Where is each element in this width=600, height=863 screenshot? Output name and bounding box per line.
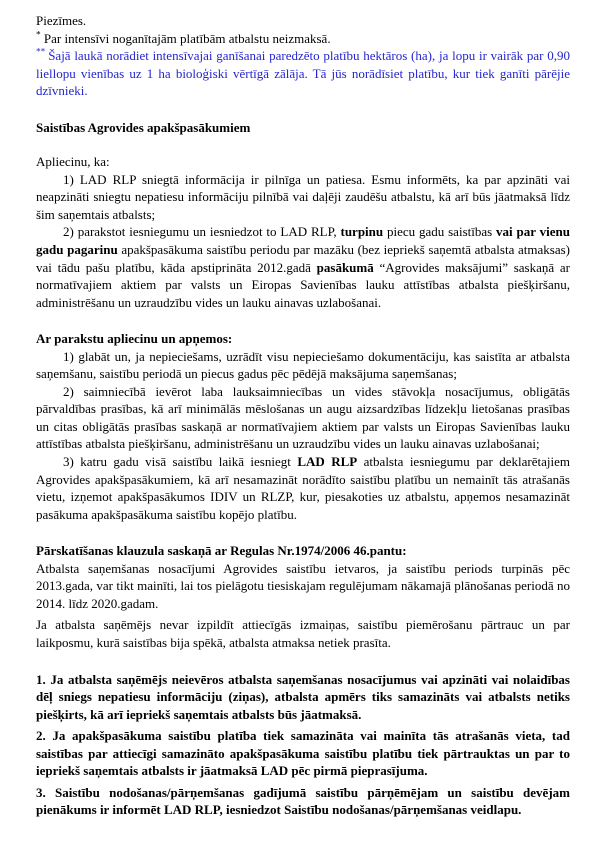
section-heading-signature-commitments: Ar parakstu apliecinu un apņemos: — [36, 331, 233, 347]
text-segment: turpinu — [340, 224, 384, 240]
text-segment: apakšpasākuma saistību periodu par mazāku (bez iepriekš saņemtā atbalsta atmaksas) vai tādu pašu platību, kāda apstiprināta 2012.gadā — [36, 242, 570, 275]
text-segment: 3) katru gadu visā saistību laikā iesniegt — [63, 454, 298, 470]
footnote-2 — [36, 47, 570, 100]
text-segment: piecu gadu saistības — [383, 224, 497, 240]
text-segment: Par intensīvi noganītajām platībām atbalstu neizmaksā. — [40, 30, 331, 46]
review-paragraph-1: Atbalsta saņemšanas nosacījumi Agrovides saistību ietvaros, ja saistību periods turpinās pēc 2013.gada, var tikt mainīti, lai tos pielāgotu tiesiskajam regulējumam nākamajā plānošanas periodā no 2014. līdz 2020.gadam. — [36, 560, 570, 611]
text-segment: ** — [36, 47, 49, 58]
warning-paragraph-1: 1. Ja atbalsta saņēmējs neievēros atbalsta saņemšanas nosacījumus vai apzināti vai nolaidības dēļ sniegs nepatiesu informāciju (ziņas), atbalsta apmērs tiks samazināts vai atbalsts netiks piešķirts, kā arī iepriekš saņemtais atbalsts būs jāatmaksā. — [36, 671, 570, 722]
text-segment: pasākumā — [316, 259, 374, 275]
text-segment: vai par vienu gadu pagarinu — [36, 224, 570, 258]
review-paragraph-2: Ja atbalsta saņēmējs nevar izpildīt attiecīgās izmaiņas, saistību piemērošanu pārtrauc un par laikposmu, kurā saistības bija spēkā, atbalsta atmaksa netiek prasīta. — [36, 617, 570, 650]
text-segment: 2) parakstot iesniegumu un iesniedzot to LAD RLP, — [63, 224, 341, 240]
text-segment: LAD RLP — [297, 454, 358, 470]
confirm-item-1: 1) LAD RLP sniegtā informācija ir pilnīga un patiesa. Esmu informēts, ka par apzināti vai neapzināti sniegtu nepatiesu informāciju pilnībā vai daļēji zaudēšu atbalstu, kā arī būs jāatmaksā līdz šim saņemtais atbalsts; — [36, 171, 570, 222]
text-segment: atbalsta iesniegumu par deklarētajiem Agrovides apakšpasākumiem, kā arī nesamazināt norādīto saistību platību un nemainīt tās atrašanās vietu, izņemot apakšpasākumos IDIV un RLZP, kur, piesakoties uz atbalstu, apņemos nesamazināt pasākuma apakšpasākuma saistību kopējo platību. — [36, 454, 570, 522]
confirm-intro: Apliecinu, ka: — [36, 154, 110, 170]
notes-title: Piezīmes. — [36, 13, 87, 28]
text-segment: * — [36, 30, 41, 41]
section-heading-review-clause: Pārskatīšanas klauzula saskaņā ar Regulas Nr.1974/2006 46.pantu: — [36, 543, 407, 559]
confirm-item-2 — [36, 223, 570, 311]
section-heading-commitments: Saistības Agrovides apakšpasākumiem — [36, 119, 251, 135]
commitment-item-3 — [36, 453, 570, 523]
commitment-item-1: 1) glabāt un, ja nepieciešams, uzrādīt visu nepieciešamo dokumentāciju, kas saistīta ar atbalsta saņemšanu, saistību periodā un piecus gadus pēc pēdējā maksājuma saņemšanas; — [36, 348, 570, 382]
text-segment: “Agrovides maksājumi” saskaņā ar normatīvajiem aktiem par valsts un Eiropas Savienības lauku attīstības atbalsta piešķiršanu, administrēšanu un uzraudzību vides un lauku ainavas uzlabošanai. — [36, 259, 570, 310]
warning-paragraph-3: 3. Saistību nodošanas/pārņemšanas gadījumā saistību pārņēmējam un saistību devējam pienākums ir informēt LAD RLP, iesniedzot Saistību nodošanas/pārņemšanas veidlapu. — [36, 784, 570, 818]
text-segment: Šajā laukā norādiet intensīvajai ganīšanai paredzēto platību hektāros (ha), ja lopu ir vairāk par 0,90 liellopu vienības uz 1 ha bioloģiski vērtīgā zālāja. Tā jūs norādīsiet platību, kur tiek ganīti pārējie dzīvnieki. — [36, 48, 570, 99]
footnote-1 — [36, 30, 570, 48]
warning-paragraph-2: 2. Ja apakšpasākuma saistību platība tiek samazināta vai mainīta tās atrašanās vieta, tad saistības par attiecīgi samazināto apakšpasākuma saistību platību tiek pārtrauktas un par to iepriekš saņemtais atbalsts ir jāatmaksā LAD pēc pirmā pieprasījuma. — [36, 728, 570, 779]
commitment-item-2: 2) saimniecībā ievērot laba lauksaimniecības un vides stāvokļa nosacījumus, obligātās pārvaldības prasības, kā arī minimālās mēslošanas un augu aizsardzības līdzekļu lietošanas prasības un citas obligātās prasības saskaņā ar normatīvajiem aktiem par valsts un Eiropas Savienības lauku attīstības atbalsta piešķiršanu, administrēšanu un uzraudzību vides un lauku ainavas uzlabošanai; — [36, 383, 570, 452]
